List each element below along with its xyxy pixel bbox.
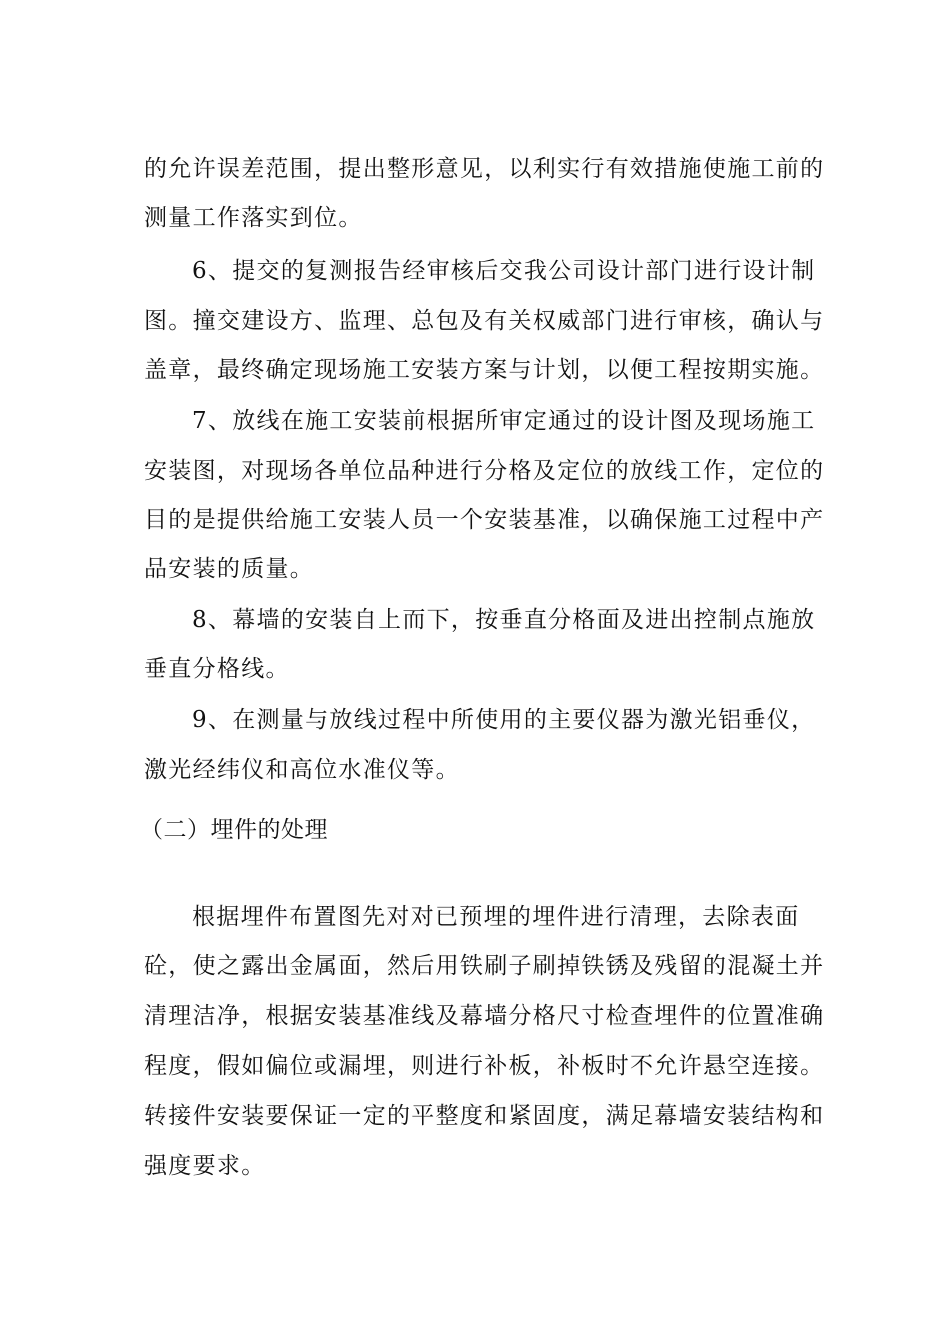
text-line: 盖章，最终确定现场施工安装方案与计划，以便工程按期实施。 <box>144 357 825 383</box>
text-line: 安装图，对现场各单位品种进行分格及定位的放线工作，定位的 <box>144 458 825 484</box>
text-line: 转接件安装要保证一定的平整度和紧固度，满足幕墙安装结构和 <box>144 1103 825 1129</box>
text-line: 砼，使之露出金属面，然后用铁刷子刷掉铁锈及残留的混凝土并 <box>144 953 825 979</box>
text-line: 激光经纬仪和高位水准仪等。 <box>144 757 460 783</box>
text-line: 测量工作落实到位。 <box>144 205 363 231</box>
paragraph-6-start: 6、提交的复测报告经审核后交我公司设计部门进行设计制 <box>192 258 816 284</box>
text-line: 的允许误差范围，提出整形意见，以利实行有效措施使施工前的 <box>144 156 825 182</box>
text-line: 强度要求。 <box>144 1153 266 1179</box>
text-line: 图。撞交建设方、监理、总包及有关权威部门进行审核，确认与 <box>144 308 825 334</box>
paragraph-start: 根据埋件布置图先对对已预埋的埋件进行清理，去除表面 <box>192 904 800 930</box>
paragraph-8-start: 8、幕墙的安装自上而下，按垂直分格面及进出控制点施放 <box>192 607 816 633</box>
text-line: 垂直分格线。 <box>144 656 290 682</box>
text-line: 程度，假如偏位或漏埋，则进行补板，补板时不允许悬空连接。 <box>144 1053 825 1079</box>
section-heading: （二）埋件的处理 <box>140 817 328 843</box>
text-line: 品安装的质量。 <box>144 556 315 582</box>
text-line: 清理洁净，根据安装基准线及幕墙分格尺寸检查埋件的位置准确 <box>144 1003 825 1029</box>
paragraph-9-start: 9、在测量与放线过程中所使用的主要仪器为激光铝垂仪， <box>192 707 816 733</box>
text-line: 目的是提供给施工安装人员一个安装基准，以确保施工过程中产 <box>144 507 825 533</box>
paragraph-7-start: 7、放线在施工安装前根据所审定通过的设计图及现场施工 <box>192 408 816 434</box>
